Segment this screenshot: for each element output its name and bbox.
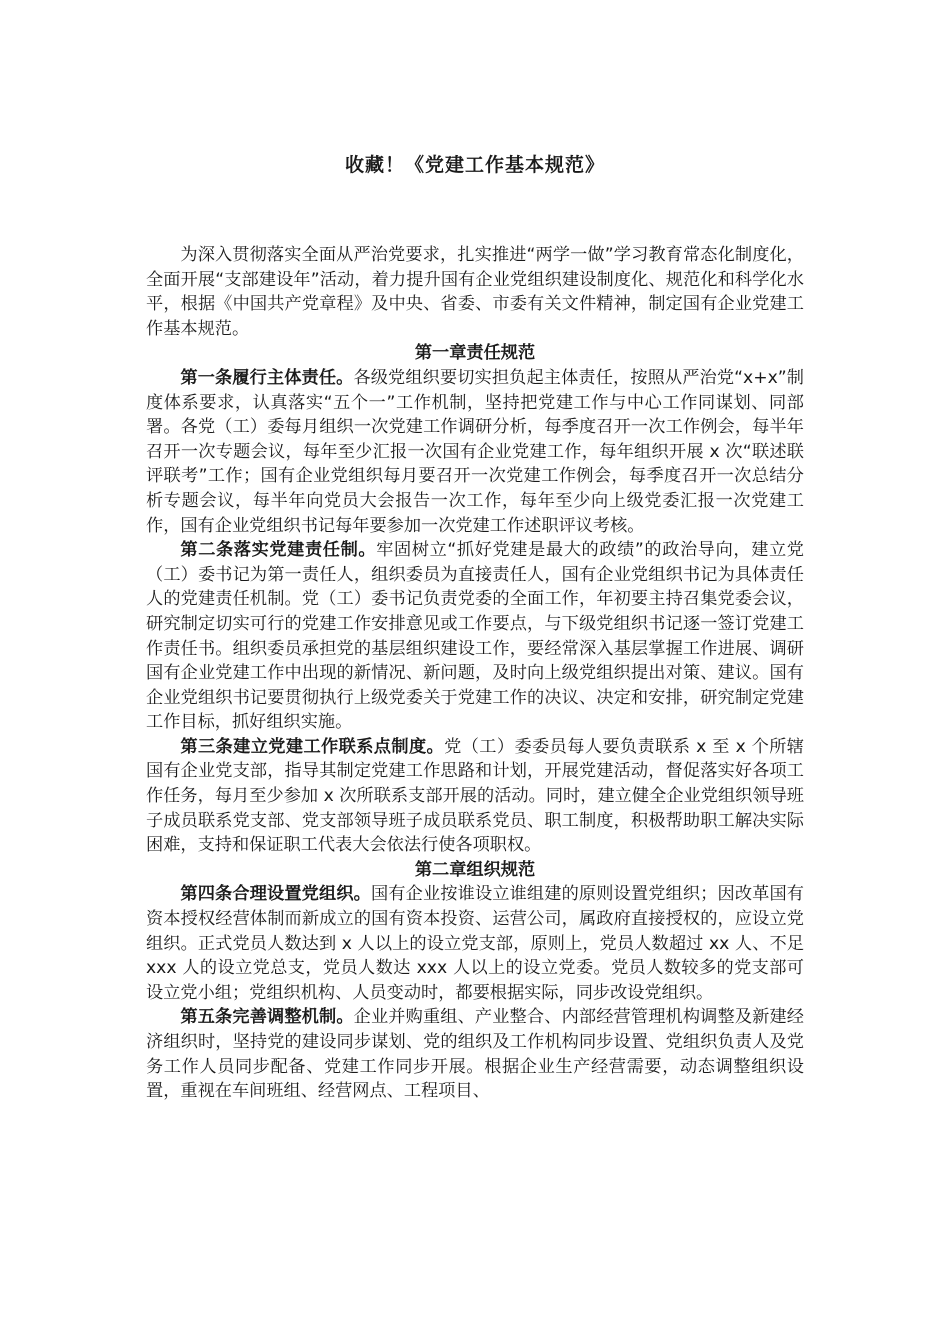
article-4-head: 第四条合理设置党组织。 bbox=[180, 884, 371, 905]
article-2 bbox=[146, 538, 804, 735]
article-3-body: 党（工）委委员每人要负责联系 x 至 x 个所辖国有企业党支部，指导其制定党建工作思路和计划，开展党建活动，督促落实好各项工作任务，每月至少参加 x 次所联系支部开展的活动。同时，建立健全企业党组织领导班子成员联系党支部、党支部领导班子成员联系党员、职工制度，积极帮助职工解决实际困难，支持和保证职工代表大会依法行使各项职权。 bbox=[146, 736, 804, 856]
article-1-head: 第一条履行主体责任。 bbox=[180, 367, 354, 388]
article-5-body: 企业并购重组、产业整合、内部经营管理机构调整及新建经济组织时，坚持党的建设同步谋划、党的组织及工作机构同步设置、党组织负责人及党务工作人员同步配备、党建工作同步开展。根据企业生产经营需要，动态调整组织设置，重视在车间班组、经营网点、工程项目、 bbox=[146, 1007, 804, 1102]
document-title: 收藏！《党建工作基本规范》 bbox=[344, 154, 605, 176]
article-3-head: 第三条建立党建工作联系点制度。 bbox=[180, 736, 445, 757]
article-3 bbox=[146, 735, 804, 858]
article-5 bbox=[146, 1005, 804, 1103]
article-2-head: 第二条落实党建责任制。 bbox=[180, 540, 377, 561]
article-2-body: 牢固树立“抓好党建是最大的政绩”的政治导向，建立党（工）委书记为第一责任人，组织委员为直接责任人，国有企业党组织书记为具体责任人的党建责任机制。党（工）委书记负责党委的全面工作，年初要主持召集党委会议，研究制定切实可行的党建工作安排意见或工作要点，与下级党组织书记逐一签订党建工作责任书。组织委员承担党的基层组织建设工作，要经常深入基层掌握工作进展、调研国有企业党建工作中出现的新情况、新问题，及时向上级党组织提出对策、建议。国有企业党组织书记要贯彻执行上级党委关于党建工作的决议、决定和安排，研究制定党建工作目标，抓好组织实施。 bbox=[146, 540, 804, 733]
article-5-head: 第五条完善调整机制。 bbox=[180, 1007, 354, 1028]
intro-paragraph: 为深入贯彻落实全面从严治党要求，扎实推进“两学一做”学习教育常态化制度化，全面开展“支部建设年”活动，着力提升国有企业党组织建设制度化、规范化和科学化水平，根据《中国共产党章程》及中央、省委、市委有关文件精神，制定国有企业党建工作基本规范。 bbox=[146, 245, 804, 339]
chapter-heading-2: 第二章组织规范 bbox=[414, 859, 536, 880]
chapter-heading-1: 第一章责任规范 bbox=[414, 343, 536, 364]
article-1-body: 各级党组织要切实担负起主体责任，按照从严治党“x+x”制度体系要求，认真落实“五个一”工作机制，坚持把党建工作与中心工作同谋划、同部署。各党（工）委每月组织一次党建工作调研分析，每季度召开一次工作例会，每半年召开一次专题会议，每年至少汇报一次国有企业党建工作，每年组织开展 x 次“联述联评联考”工作；国有企业党组织每月要召开一次党建工作例会，每季度召开一次总结分析专题会议，每半年向党员大会报告一次工作，每年至少向上级党委汇报一次党建工作，国有企业党组织书记每年要参加一次党建工作述职评议考核。 bbox=[146, 367, 804, 536]
article-1 bbox=[146, 366, 804, 538]
article-4-body: 国有企业按谁设立谁组建的原则设置党组织；因改革国有资本授权经营体制而新成立的国有资本投资、运营公司，属政府直接授权的，应设立党组织。正式党员人数达到 x 人以上的设立党支部，原则上，党员人数超过 xx 人、不足 xxx 人的设立党总支，党员人数达 xxx 人以上的设立党委。党员人数较多的党支部可设立党小组；党组织机构、人员变动时，都要根据实际，同步改设党组织。 bbox=[146, 884, 804, 1003]
article-4 bbox=[146, 882, 804, 1005]
